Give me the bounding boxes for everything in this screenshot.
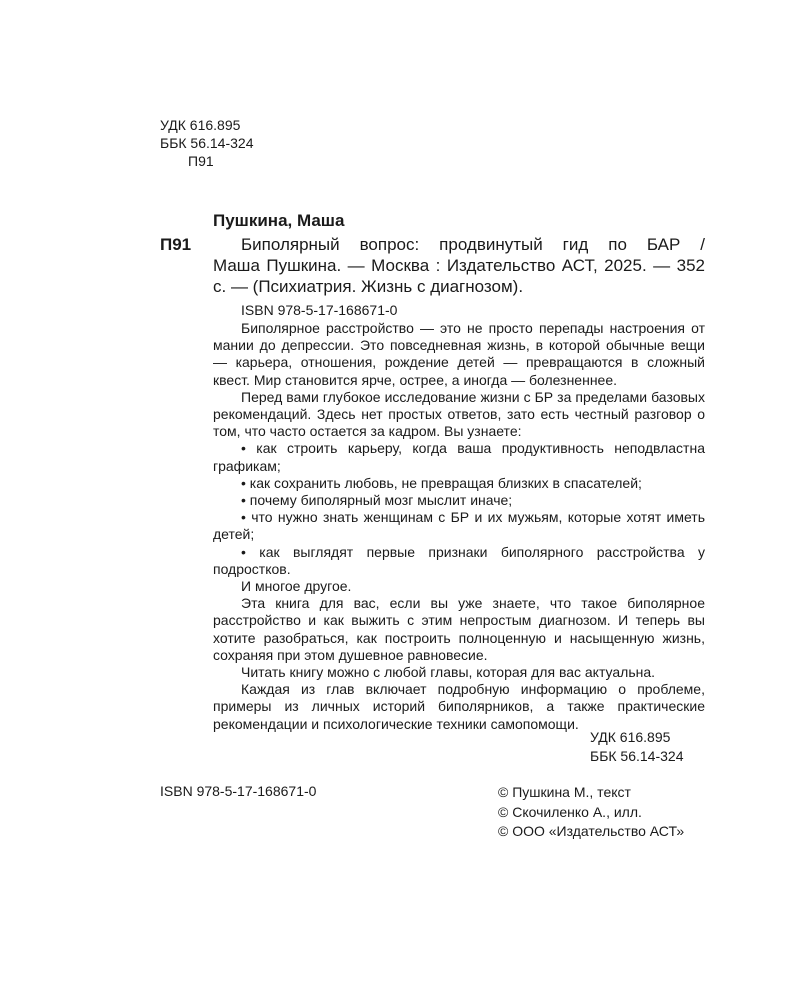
udk-code: УДК 616.895 xyxy=(160,117,241,133)
annotation-paragraph: Эта книга для вас, если вы уже знаете, что такое биполярное расстройство и как выжить с этим непростым диагнозом. И теперь вы хотите разобраться, как построить полноценную и насыщенную жизнь, сохраняя при этом душевное равновесие. xyxy=(213,595,705,663)
copyright-block xyxy=(498,783,684,842)
udk-code: УДК 616.895 xyxy=(590,729,671,745)
annotation-paragraph: Каждая из глав включает подробную информацию о проблеме, примеры из личных историй биполярников, а также практические рекомендации и психологические техники самопомощи. xyxy=(213,681,705,732)
annotation-paragraph: Читать книгу можно с любой главы, которая для вас актуальна. xyxy=(241,664,656,681)
annotation-paragraph: И многое другое. xyxy=(241,578,352,595)
list-item: • как сохранить любовь, не превращая близких в спасателей; xyxy=(241,474,642,491)
bbk-code: ББК 56.14-324 xyxy=(160,135,254,151)
author-heading: Пушкина, Маша xyxy=(213,211,345,230)
list-item: • как выглядят первые признаки биполярного расстройства у подростков. xyxy=(213,543,705,577)
author-mark-bold: П91 xyxy=(160,235,192,254)
classification-codes xyxy=(160,116,253,170)
annotation xyxy=(213,320,705,733)
annotation-paragraph: Биполярное расстройство — это не просто перепады настроения от мании до депрессии. Это повседневная жизнь, в которой обычные вещи — карьера, отношения, рождение детей — превращаются в сложный квест. Мир становится ярче, острее, а иногда — болезненнее. xyxy=(213,320,705,388)
biblio-title-line: Биполярный вопрос: продвинутый гид по БАР / xyxy=(241,235,705,254)
annotation-paragraph: Перед вами глубокое исследование жизни с БР за пределами базовых рекомендаций. Здесь нет простых ответов, зато есть честный разговор о том, что часто остается за кадром. Вы узнаете: xyxy=(213,388,705,440)
copyright-line: © ООО «Издательство АСТ» xyxy=(498,823,685,839)
list-item: • что нужно знать женщинам с БР и их мужьям, которые хотят иметь детей; xyxy=(213,509,705,543)
list-item: • как строить карьеру, когда ваша продуктивность неподвластна графикам; xyxy=(213,440,705,474)
copyright-line: © Пушкина М., текст xyxy=(498,784,631,800)
isbn-top: ISBN 978-5-17-168671-0 xyxy=(241,302,398,318)
bbk-code: ББК 56.14-324 xyxy=(590,748,684,764)
copyright-line: © Скочиленко А., илл. xyxy=(498,803,642,820)
isbn-bottom: ISBN 978-5-17-168671-0 xyxy=(160,783,317,799)
author-mark: П91 xyxy=(188,153,214,169)
biblio-details: Маша Пушкина. — Москва : Издательство АСТ, 2025. — 352 с. — (Психиатрия. Жизнь с диагнозом). xyxy=(213,256,705,296)
classification-codes-right xyxy=(590,728,683,766)
bibliographic-record xyxy=(213,234,705,297)
list-item: • почему биполярный мозг мыслит иначе; xyxy=(241,492,513,509)
